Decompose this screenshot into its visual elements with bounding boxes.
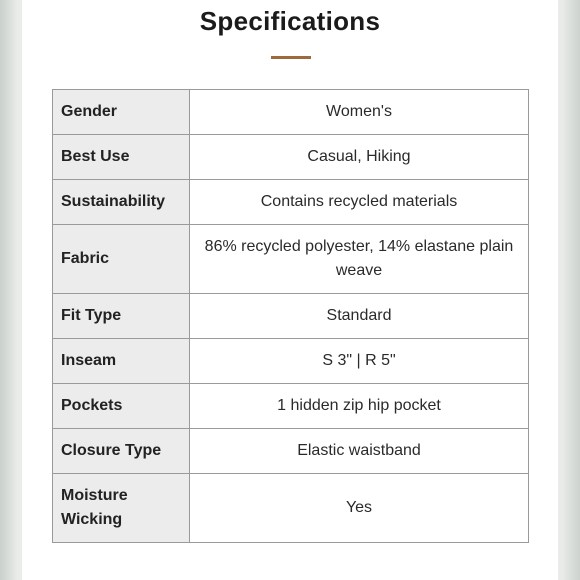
spec-label: Closure Type [53, 429, 190, 474]
spec-label: Moisture Wicking [53, 474, 190, 543]
table-row-pockets [53, 384, 529, 429]
spec-label: Sustainability [53, 180, 190, 225]
spec-label: Best Use [53, 135, 190, 180]
table-row-sustainability [53, 180, 529, 225]
spec-value: Standard [190, 294, 529, 339]
table-row-fit-type [53, 294, 529, 339]
specifications-card [22, 0, 558, 580]
spec-value: Casual, Hiking [190, 135, 529, 180]
specifications-table [52, 89, 529, 543]
spec-label: Pockets [53, 384, 190, 429]
table-row-closure-type [53, 429, 529, 474]
spec-value: Yes [190, 474, 529, 543]
table-row-inseam [53, 339, 529, 384]
title-accent-rule [271, 56, 311, 59]
spec-label: Gender [53, 90, 190, 135]
spec-value: 1 hidden zip hip pocket [190, 384, 529, 429]
spec-value: Women's [190, 90, 529, 135]
table-row-gender [53, 90, 529, 135]
spec-value: S 3" | R 5" [190, 339, 529, 384]
spec-value: 86% recycled polyester, 14% elastane plain weave [190, 225, 529, 294]
spec-value: Contains recycled materials [190, 180, 529, 225]
spec-label: Fit Type [53, 294, 190, 339]
table-row-fabric [53, 225, 529, 294]
table-row-moisture-wicking [53, 474, 529, 543]
spec-label: Fabric [53, 225, 190, 294]
table-row-best-use [53, 135, 529, 180]
spec-value: Elastic waistband [190, 429, 529, 474]
page-title: Specifications [199, 6, 381, 36]
spec-label: Inseam [53, 339, 190, 384]
